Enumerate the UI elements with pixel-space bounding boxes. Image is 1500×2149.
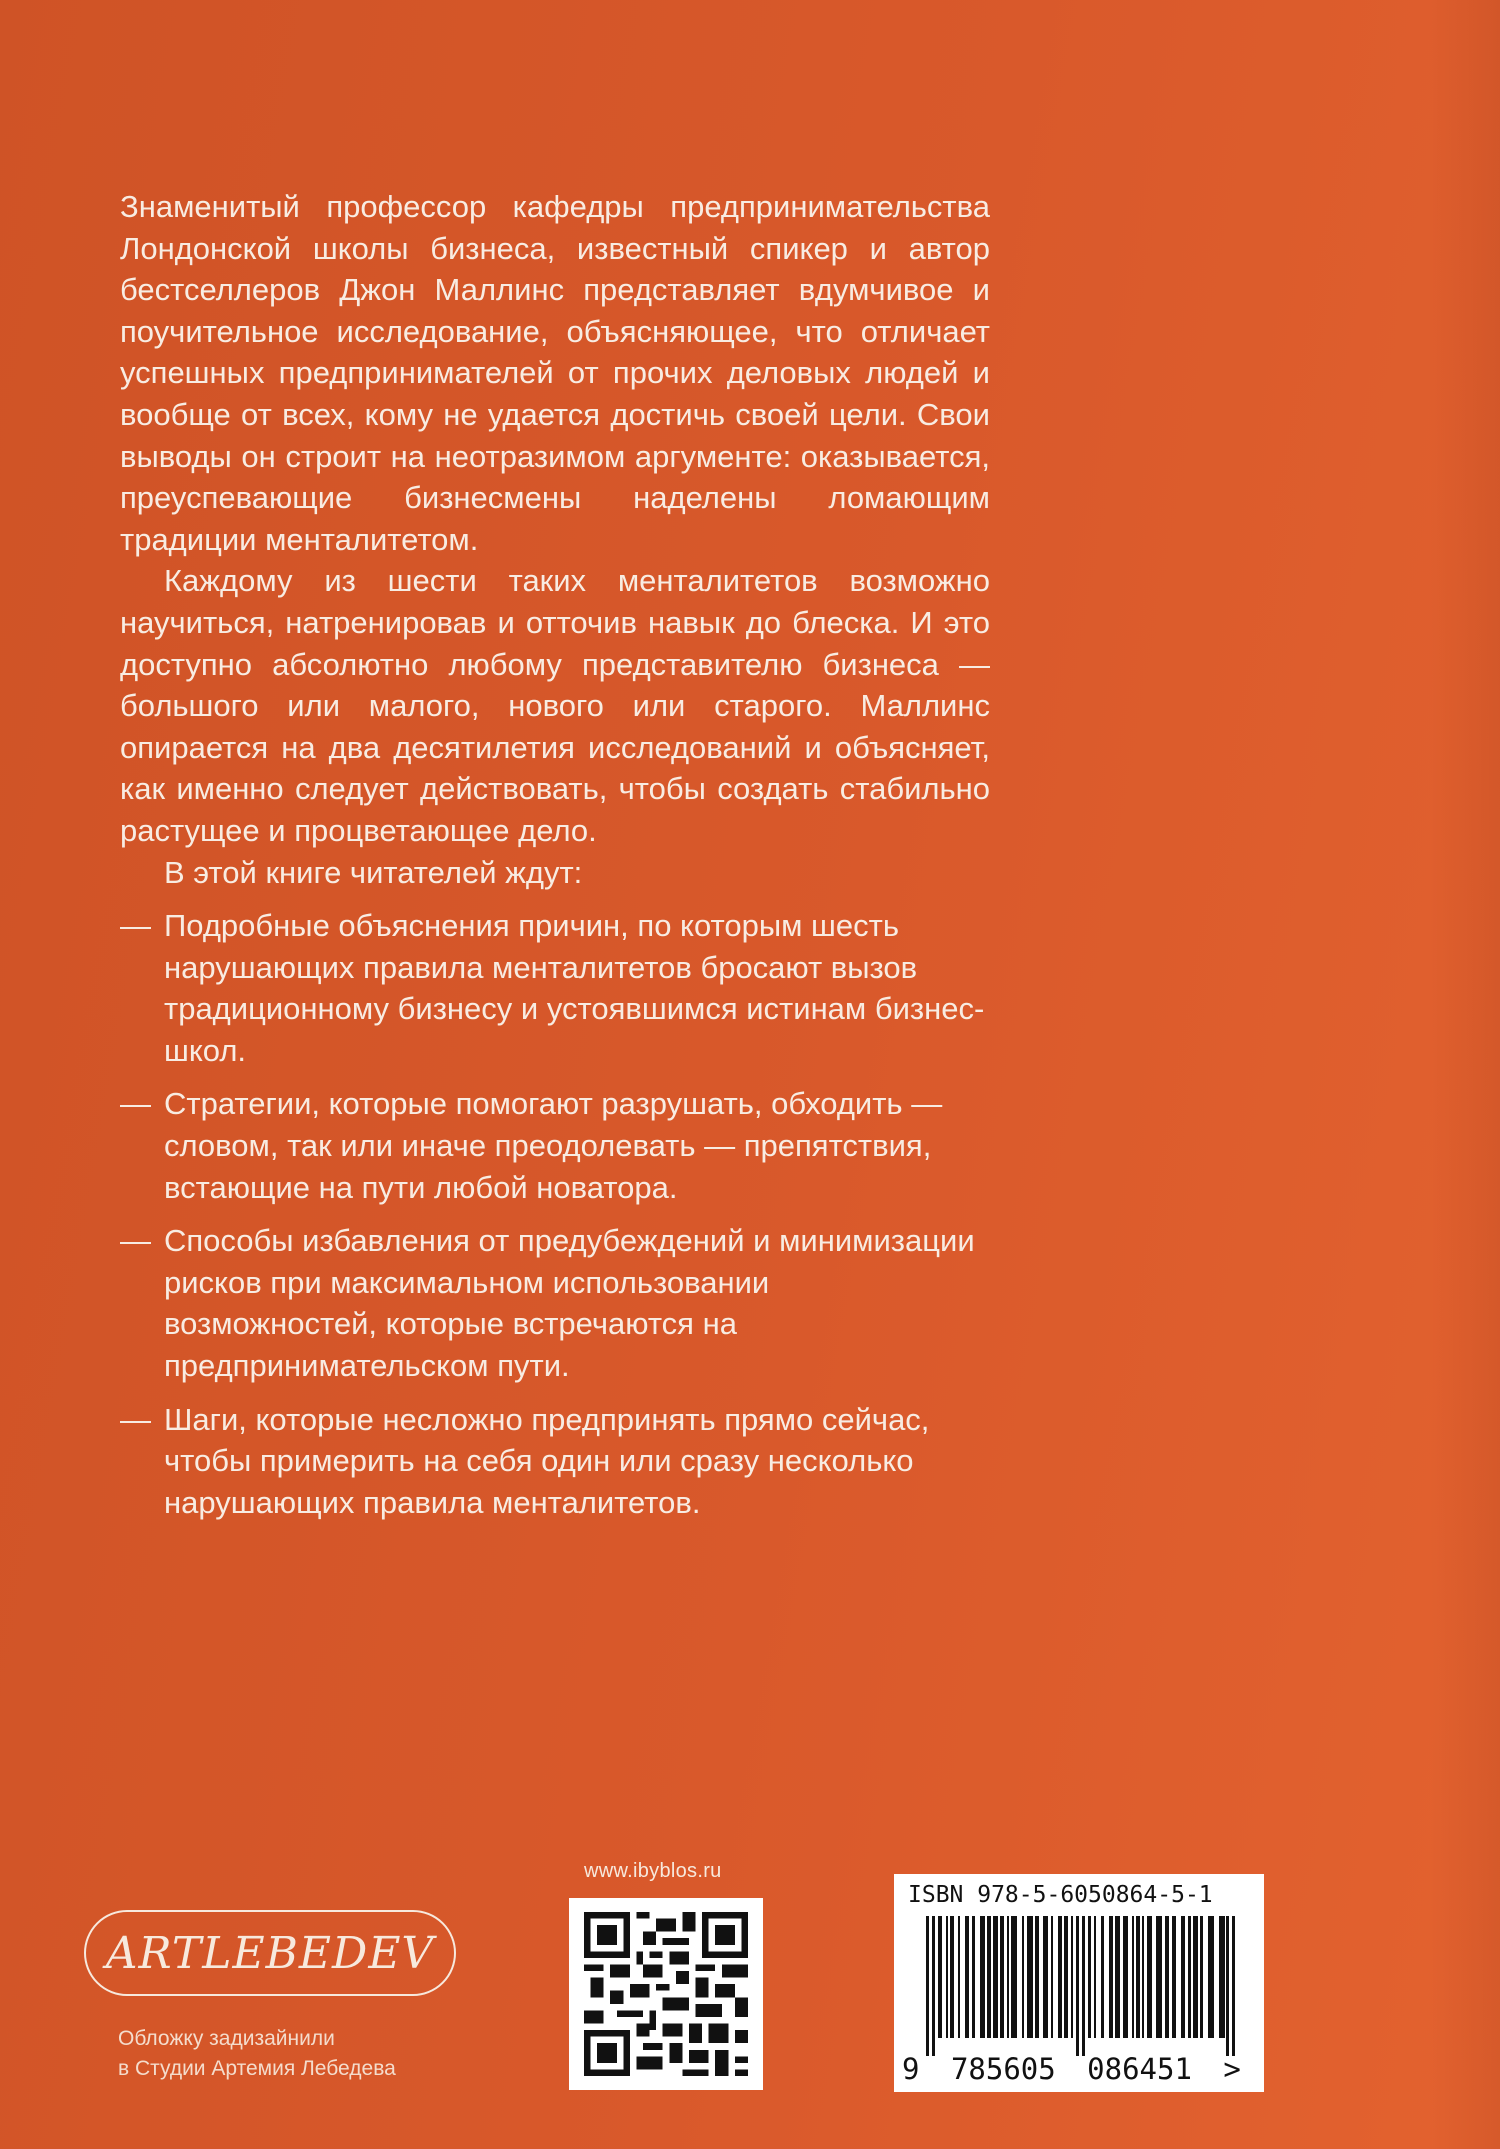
dash-marker: — <box>120 1086 151 1122</box>
list-item <box>120 1220 990 1386</box>
barcode-bar <box>965 1916 969 2038</box>
list-item-text: Способы избавления от предубеждений и минимизации рисков при максимальном использовании возможностей, которые встречаются на предпринимательском пути. <box>164 1223 975 1384</box>
blurb-text <box>120 186 990 1523</box>
barcode-bar <box>1142 1916 1144 2038</box>
barcode-bar <box>1156 1916 1162 2038</box>
barcode-bar <box>950 1916 954 2038</box>
barcode-bar <box>1088 1916 1091 2038</box>
logo-text: ARTLEBEDEV <box>105 1927 435 1979</box>
barcode-bars <box>926 1916 1236 2056</box>
barcode-bar <box>1147 1916 1152 2038</box>
barcode-bar <box>958 1916 960 2038</box>
list-item <box>120 1399 990 1524</box>
barcode-bar <box>1123 1916 1128 2038</box>
barcode-bar <box>1064 1916 1068 2038</box>
barcode-bar <box>993 1916 998 2038</box>
barcode-bar <box>1181 1916 1185 2038</box>
barcode-bar <box>1226 1916 1229 2056</box>
website-url[interactable]: www.ibyblos.ru <box>584 1860 722 1882</box>
list-item-text: Шаги, которые несложно предпринять прямо сейчас, чтобы примерить на себя один или сразу несколько нарушающих правила менталитетов. <box>164 1401 930 1520</box>
barcode-bar <box>1058 1916 1062 2038</box>
credit-line-2: в Студии Артемия Лебедева <box>118 2057 396 2080</box>
barcode-end-marker: > <box>1223 2052 1241 2086</box>
barcode-digit-first: 9 <box>902 2052 920 2086</box>
barcode-bar <box>1232 1916 1235 2056</box>
dash-marker: — <box>120 1401 151 1437</box>
barcode-bar <box>1035 1916 1039 2038</box>
dash-marker: — <box>120 1223 151 1259</box>
barcode-bar <box>1132 1916 1134 2038</box>
barcode-bar <box>938 1916 942 2038</box>
dash-marker: — <box>120 908 151 944</box>
isbn-barcode <box>894 1874 1264 2092</box>
barcode-bar <box>946 1916 948 2038</box>
artlebedev-logo <box>84 1910 456 1996</box>
barcode-bar <box>1172 1916 1176 2038</box>
qr-code <box>569 1898 763 2090</box>
barcode-digits-left: 785605 <box>950 2052 1056 2086</box>
barcode-bar <box>1027 1916 1033 2038</box>
barcode-bar <box>926 1916 929 2056</box>
barcode-bar <box>1193 1916 1198 2038</box>
barcode-bar <box>1094 1916 1096 2038</box>
barcode-bar <box>1082 1916 1085 2056</box>
barcode-digits-right: 086451 <box>1087 2052 1192 2086</box>
barcode-bar <box>1188 1916 1191 2038</box>
barcode-bar <box>972 1916 975 2038</box>
list-item <box>120 1083 990 1208</box>
barcode-bar <box>1007 1916 1009 2038</box>
list-item-text: Стратегии, которые помогают разрушать, обходить — словом, так или иначе преодолевать — препятствия, встающие на пути любой новатора. <box>164 1086 943 1205</box>
isbn-label: ISBN 978-5-6050864-5-1 <box>908 1882 1213 1908</box>
barcode-bar <box>1022 1916 1024 2038</box>
qr-code-icon <box>583 1912 749 2076</box>
blurb-paragraph-1: Знаменитый профессор кафедры предпринимательства Лондонской школы бизнеса, известный спикер и автор бестселлеров Джон Маллинс представляет вдумчивое и поучительное исследование, объясняющее, что отличает успешных предпринимателей от прочих деловых людей и вообще от всех, кому не удается достичь своей цели. Свои выводы он строит на неотразимом аргументе: оказывается, преуспевающие бизнесмены наделены ломающим традиции менталитетом. <box>120 189 990 557</box>
barcode-bar <box>1000 1916 1004 2038</box>
blurb-paragraph-2: Каждому из шести таких менталитетов возможно научиться, натренировав и отточив навык до блеска. И это доступно абсолютно любому представителю бизнеса — большого или малого, нового или старого. Маллинс опирается на два десятилетия исследований и объясняет, как именно следует действовать, чтобы создать стабильно растущее и процветающее дело. <box>120 563 990 848</box>
barcode-bar <box>1109 1916 1113 2038</box>
list-item <box>120 905 990 1071</box>
barcode-bar <box>1219 1916 1225 2038</box>
barcode-bar <box>1101 1916 1104 2038</box>
barcode-bar <box>1208 1916 1214 2038</box>
barcode-bar <box>1165 1916 1169 2038</box>
barcode-bar <box>1076 1916 1079 2056</box>
barcode-bar <box>1136 1916 1140 2038</box>
credit-line-1: Обложку задизайнили <box>118 2027 335 2050</box>
list-item-text: Подробные объяснения причин, по которым шесть нарушающих правила менталитетов бросают вызов традиционному бизнесу и устоявшимся истинам бизнес-школ. <box>164 908 985 1068</box>
barcode-bar <box>1011 1916 1017 2038</box>
barcode-bar <box>932 1916 935 2056</box>
barcode-bar <box>1051 1916 1053 2038</box>
barcode-bar <box>1200 1916 1203 2038</box>
design-credit <box>118 2024 458 2084</box>
barcode-bar <box>987 1916 991 2038</box>
barcode-bar <box>980 1916 985 2038</box>
feature-list <box>120 905 990 1523</box>
barcode-bar <box>1115 1916 1120 2038</box>
barcode-digits <box>902 2052 1255 2086</box>
barcode-bar <box>1071 1916 1073 2038</box>
blurb-paragraph-3: В этой книге читателей ждут: <box>164 854 583 890</box>
barcode-bar <box>1043 1916 1048 2038</box>
